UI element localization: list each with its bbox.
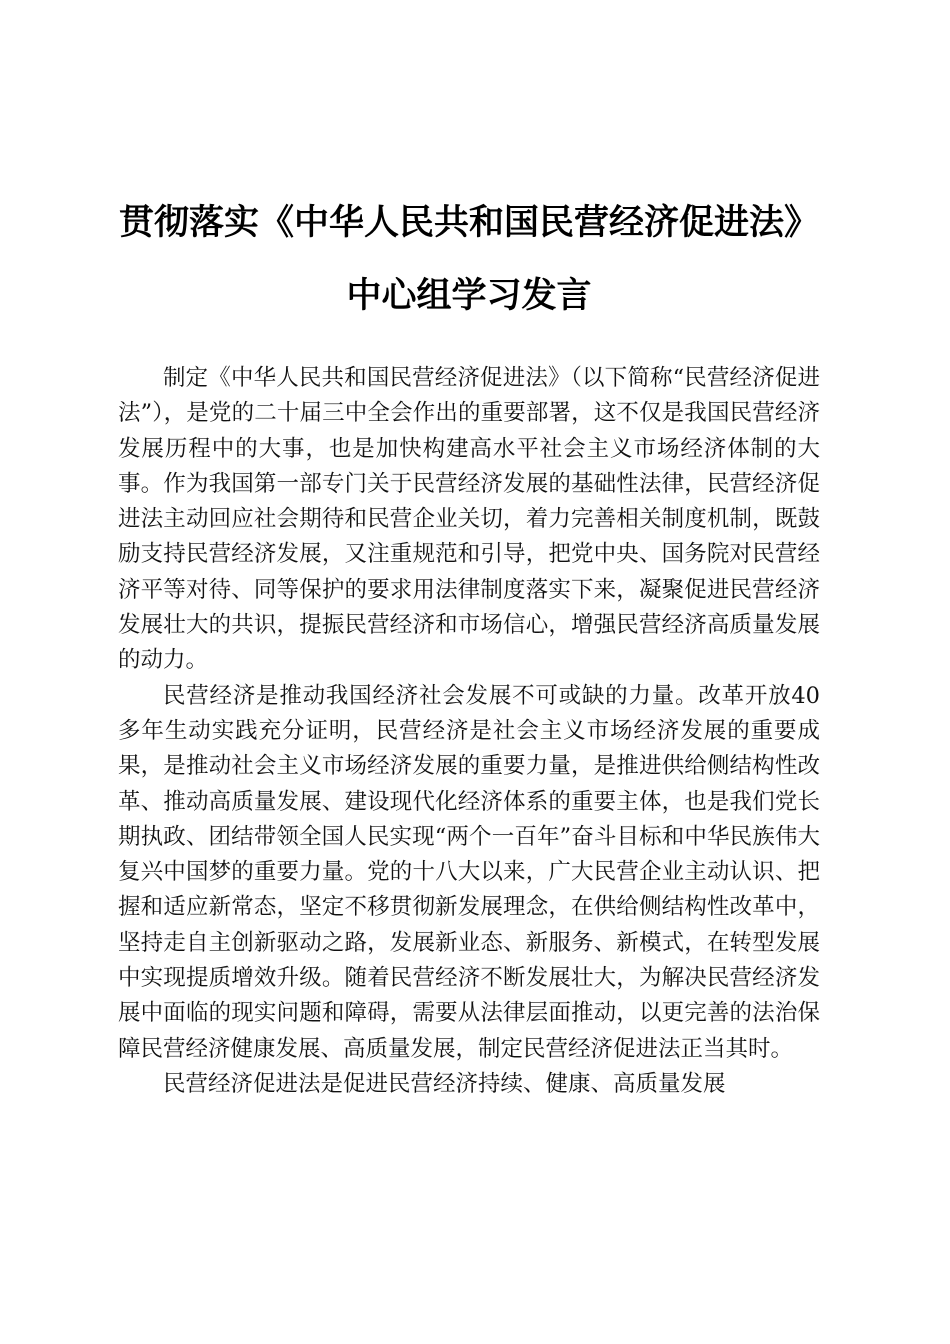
paragraph-3: 民营经济促进法是促进民营经济持续、健康、高质量发展 bbox=[163, 1070, 726, 1097]
document-body bbox=[118, 361, 820, 1102]
paragraph-2: 民营经济是推动我国经济社会发展不可或缺的力量。改革开放40多年生动实践充分证明，民营经济是社会主义市场经济发展的重要成果，是推动社会主义市场经济发展的重要力量，是推进供给侧结构性改革、推动高质量发展、建设现代化经济体系的重要主体，也是我们党长期执政、团结带领全国人民实现“两个一百年”奋斗目标和中华民族伟大复兴中国梦的重要力量。党的十八大以来，广大民营企业主动认识、把握和适应新常态，坚定不移贯彻新发展理念，在供给侧结构性改革中，坚持走自主创新驱动之路，发展新业态、新服务、新模式，在转型发展中实现提质增效升级。随着民营经济不断发展壮大，为解决民营经济发展中面临的现实问题和障碍，需要从法律层面推动，以更完善的法治保障民营经济健康发展、高质量发展，制定民营经济促进法正当其时。 bbox=[118, 682, 820, 1062]
paragraph-1: 制定《中华人民共和国民营经济促进法》（以下简称“民营经济促进法”），是党的二十届三中全会作出的重要部署，这不仅是我国民营经济发展历程中的大事，也是加快构建高水平社会主义市场经济体制的大事。作为我国第一部专门关于民营经济发展的基础性法律，民营经济促进法主动回应社会期待和民营企业关切，着力完善相关制度机制，既鼓励支持民营经济发展，又注重规范和引导，把党中央、国务院对民营经济平等对待、同等保护的要求用法律制度落实下来，凝聚促进民营经济发展壮大的共识，提振民营经济和市场信心，增强民营经济高质量发展的动力。 bbox=[118, 365, 820, 674]
document-title-line-2: 中心组学习发言 bbox=[346, 275, 592, 316]
document-title-line-1: 贯彻落实《中华人民共和国民营经济促进法》 bbox=[118, 202, 819, 243]
